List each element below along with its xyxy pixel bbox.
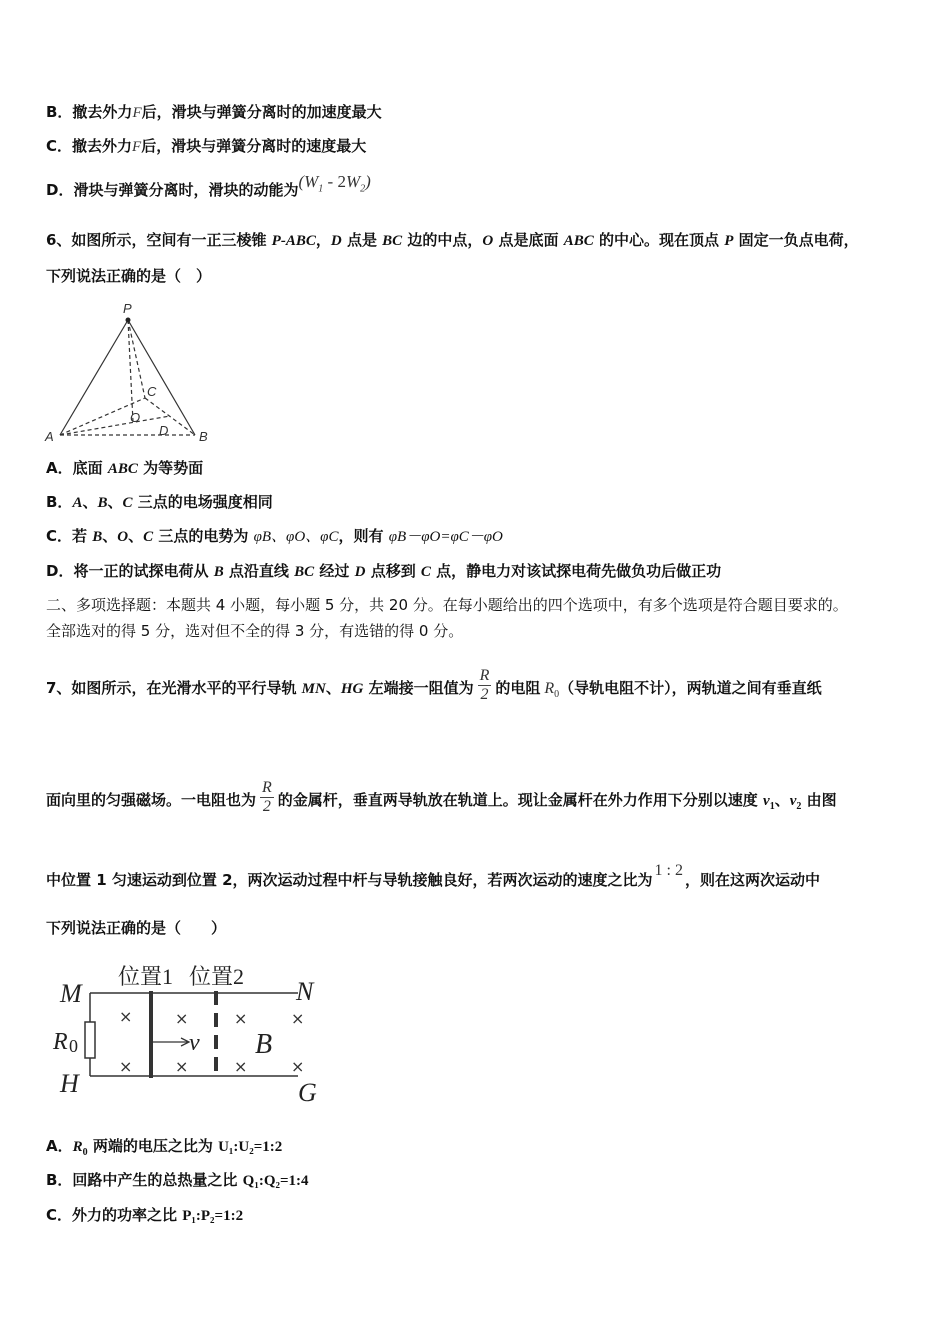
point-o-label: O bbox=[117, 529, 129, 545]
q6-option-b-text: B． bbox=[46, 493, 73, 511]
fraction-denominator: 2 bbox=[480, 686, 489, 703]
q7-text: 的电阻 bbox=[495, 679, 541, 697]
separator: 、 bbox=[325, 679, 341, 697]
velocity-v1 bbox=[763, 793, 775, 812]
point-o-label: O bbox=[482, 233, 494, 249]
q6-text: 点是 bbox=[341, 231, 383, 249]
r-sub: 0 bbox=[554, 689, 560, 701]
q7-option-b-text: B．回路中产生的总热量之比 bbox=[46, 1171, 243, 1189]
label-v: v bbox=[189, 1030, 200, 1056]
q7-option-c[interactable] bbox=[46, 1205, 243, 1226]
rail-mn-label: MN bbox=[301, 681, 326, 697]
label-position-2: 位置2 bbox=[189, 964, 245, 989]
q7-text: 7、如图所示，在光滑水平的平行导轨 bbox=[46, 679, 302, 697]
label-d: D bbox=[159, 423, 169, 438]
pyramid-label: P-ABC bbox=[271, 233, 316, 249]
q6-text: 6、如图所示，空间有一正三棱锥 bbox=[46, 231, 272, 249]
q7-text: 中位置 1 匀速运动到位置 2，两次运动过程中杆与导轨接触良好，若两次运动的速度之比为 bbox=[46, 871, 653, 889]
minus-two: - 2 bbox=[323, 172, 346, 191]
force-symbol: F bbox=[132, 105, 142, 121]
q6-stem-line2: 下列说法正确的是（ ） bbox=[46, 267, 212, 285]
point-b-label: B bbox=[92, 529, 103, 545]
point-d-label: D bbox=[354, 564, 366, 580]
q7-text: 由图 bbox=[801, 791, 837, 809]
base-abc-label: ABC bbox=[107, 461, 138, 477]
point-c-label: C bbox=[143, 529, 154, 545]
q6-option-b[interactable] bbox=[46, 492, 273, 513]
force-symbol: F bbox=[132, 139, 142, 155]
resistor-r0-symbol bbox=[544, 680, 560, 701]
q5-option-d-text: D．滑块与弹簧分离时，滑块的动能为 bbox=[46, 181, 299, 199]
w-symbol-2: W bbox=[345, 172, 361, 191]
w-sub-1: 1 bbox=[318, 183, 324, 195]
q6-option-d-text: D．将一正的试探电荷从 bbox=[46, 562, 214, 580]
q6-option-a-text-end: 为等势面 bbox=[137, 459, 204, 477]
field-cross: × bbox=[234, 1009, 248, 1028]
median-ad bbox=[60, 416, 170, 435]
field-cross: × bbox=[291, 1009, 305, 1028]
field-cross: × bbox=[291, 1057, 305, 1076]
label-position-1: 位置1 bbox=[118, 964, 174, 989]
separator: 、 bbox=[128, 527, 144, 545]
q7-text: （导轨电阻不计），两轨道之间有垂直纸 bbox=[559, 679, 822, 697]
q6-option-b-text-end: 三点的电场强度相同 bbox=[132, 493, 273, 511]
label-o: O bbox=[130, 410, 141, 425]
paren-close: ) bbox=[365, 172, 371, 191]
paren-open: ( bbox=[298, 172, 305, 191]
q7-text: 面向里的匀强磁场。一电阻也为 bbox=[46, 791, 257, 809]
velocity-v2 bbox=[789, 793, 802, 812]
label-p: P bbox=[123, 301, 132, 316]
q6-option-c-text-then: ，则有 bbox=[338, 527, 389, 545]
q6-option-a-text: A．底面 bbox=[46, 459, 108, 477]
edge-pc bbox=[128, 320, 145, 398]
v-sub-1: 1 bbox=[769, 801, 775, 812]
pyramid-figure bbox=[40, 298, 220, 446]
q7-stem-line2 bbox=[46, 779, 837, 819]
q6-option-c[interactable] bbox=[46, 526, 503, 547]
edge-pa bbox=[60, 320, 128, 435]
label-r0: R bbox=[53, 1029, 68, 1055]
label-h: H bbox=[60, 1069, 79, 1098]
edge-bc-label: BC bbox=[382, 233, 403, 249]
point-d-label: D bbox=[330, 233, 342, 249]
resistor-box bbox=[85, 1022, 95, 1058]
field-cross: × bbox=[234, 1057, 248, 1076]
field-cross: × bbox=[119, 1057, 133, 1076]
apex-dot bbox=[126, 318, 131, 323]
w-sub-2: 2 bbox=[360, 183, 366, 195]
heat-ratio: Q₁:Q₂=1:4 bbox=[242, 1173, 309, 1189]
v-symbol: v bbox=[763, 793, 770, 809]
label-m: M bbox=[60, 979, 82, 1008]
potential-symbols: φB、φO、φC bbox=[253, 529, 339, 545]
resistor-r0-label bbox=[72, 1139, 88, 1158]
q5-option-c-text-end: 后，滑块与弹簧分离时的速度最大 bbox=[141, 137, 367, 155]
field-cross: × bbox=[175, 1057, 189, 1076]
q6-option-d-text: 点沿直线 bbox=[223, 562, 295, 580]
label-b: B bbox=[199, 429, 208, 444]
q5-option-c-text: C．撤去外力 bbox=[46, 137, 133, 155]
q6-stem-line1 bbox=[46, 230, 859, 251]
label-b-field: B bbox=[255, 1029, 273, 1060]
q7-text: 的金属杆，垂直两导轨放在轨道上。现让金属杆在外力作用下分别以速度 bbox=[277, 791, 764, 809]
q7-option-a-text: A． bbox=[46, 1137, 73, 1155]
r-sub: 0 bbox=[82, 1147, 88, 1158]
voltage-ratio: U₁:U₂=1:2 bbox=[218, 1139, 283, 1155]
fraction-denominator: 2 bbox=[262, 798, 271, 815]
v-sub-2: 2 bbox=[796, 801, 802, 812]
q7-stem-line4: 下列说法正确的是（ ） bbox=[46, 919, 227, 937]
q5-option-b-text: B．撤去外力 bbox=[46, 103, 133, 121]
speed-ratio: 1 : 2 bbox=[654, 862, 683, 879]
q5-option-b[interactable] bbox=[46, 102, 382, 123]
q6-text: 的中心。现在顶点 bbox=[593, 231, 725, 249]
point-a-label: A bbox=[72, 495, 83, 511]
point-c-label: C bbox=[420, 564, 431, 580]
w-symbol: W bbox=[304, 172, 319, 191]
separator: 、 bbox=[82, 493, 98, 511]
base-abc-label: ABC bbox=[563, 233, 594, 249]
separator: 、 bbox=[102, 527, 118, 545]
label-n: N bbox=[296, 977, 314, 1006]
resistance-fraction bbox=[478, 667, 492, 704]
fraction-numerator: R bbox=[479, 667, 490, 684]
edge-bc-label: BC bbox=[294, 564, 315, 580]
q6-option-c-text: C．若 bbox=[46, 527, 93, 545]
rail-hg-label: HG bbox=[340, 681, 364, 697]
q6-option-a[interactable] bbox=[46, 458, 203, 479]
label-a: A bbox=[45, 429, 54, 444]
point-c-label: C bbox=[122, 495, 133, 511]
fraction-numerator: R bbox=[262, 779, 272, 796]
point-b-label: B bbox=[213, 564, 224, 580]
r-symbol: R bbox=[72, 1139, 83, 1155]
field-cross: × bbox=[175, 1009, 189, 1028]
label-r0-sub: 0 bbox=[69, 1036, 78, 1056]
v-symbol: v bbox=[789, 793, 797, 809]
potential-relation: φB－φO=φC－φO bbox=[388, 529, 503, 545]
rail-circuit-figure bbox=[48, 958, 338, 1108]
q7-option-a[interactable] bbox=[46, 1136, 282, 1163]
separator: 、 bbox=[774, 791, 790, 809]
q7-option-c-text: C．外力的功率之比 bbox=[46, 1206, 183, 1224]
q5-option-d[interactable] bbox=[46, 172, 371, 207]
q7-option-a-text-mid: 两端的电压之比为 bbox=[87, 1137, 219, 1155]
height-po bbox=[128, 320, 133, 422]
q7-text: 左端接一阻值为 bbox=[363, 679, 474, 697]
q7-text: ，则在这两次运动中 bbox=[685, 871, 821, 889]
section2-line2: 全部选对的得 5 分，选对但不全的得 3 分，有选错的得 0 分。 bbox=[46, 622, 464, 640]
q6-option-d-text-end: 点，静电力对该试探电荷先做负功后做正功 bbox=[430, 562, 722, 580]
kinetic-energy-expression bbox=[298, 172, 371, 195]
field-cross: × bbox=[119, 1007, 133, 1026]
q6-option-d-text: 点移到 bbox=[365, 562, 421, 580]
r-symbol: R bbox=[544, 680, 555, 697]
point-b-label: B bbox=[97, 495, 108, 511]
q6-text: 点是底面 bbox=[493, 231, 564, 249]
point-p-label: P bbox=[724, 233, 734, 249]
power-ratio: P₁:P₂=1:2 bbox=[182, 1208, 244, 1224]
section2-line1: 二、多项选择题：本题共 4 小题，每小题 5 分，共 20 分。在每小题给出的四个选项中，有多个选项是符合题目要求的。 bbox=[46, 596, 848, 614]
edge-bc bbox=[145, 398, 195, 435]
q6-option-d-text: 经过 bbox=[314, 562, 355, 580]
q5-option-b-text-end: 后，滑块与弹簧分离时的加速度最大 bbox=[141, 103, 382, 121]
q6-option-d[interactable] bbox=[46, 561, 721, 582]
q6-text: 边的中点， bbox=[402, 231, 483, 249]
q7-stem-line3 bbox=[46, 862, 821, 891]
q5-option-c[interactable] bbox=[46, 136, 366, 157]
rod-resistance-fraction bbox=[260, 779, 274, 816]
q6-text: ， bbox=[315, 231, 331, 249]
q7-stem-line1 bbox=[46, 667, 822, 707]
q6-text: 固定一负点电荷， bbox=[733, 231, 859, 249]
q6-option-c-text-mid: 三点的电势为 bbox=[153, 527, 254, 545]
label-g: G bbox=[298, 1078, 317, 1107]
label-c: C bbox=[147, 384, 157, 399]
separator: 、 bbox=[107, 493, 123, 511]
q7-option-b[interactable] bbox=[46, 1170, 309, 1191]
